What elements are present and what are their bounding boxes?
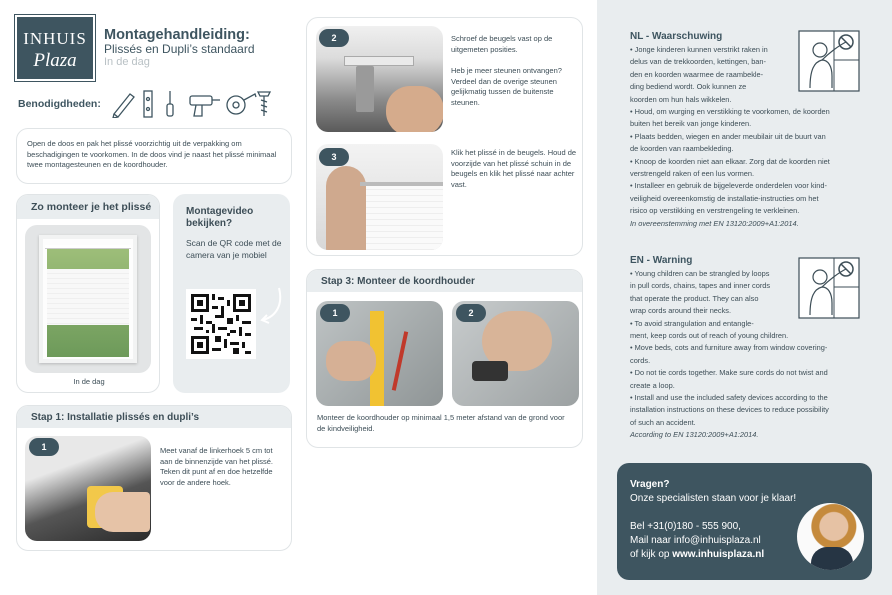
pencil-icon: [113, 94, 134, 118]
en-line: of such an accident.: [630, 417, 696, 427]
step1-title: Stap 1: Installatie plissés en dupli’s: [17, 406, 292, 428]
child-cord-warning-icon: [798, 30, 860, 92]
contact-card: [617, 463, 872, 580]
logo-word-plaza: Plaza: [33, 50, 77, 71]
video-text: Scan de QR code met de camera van je mobiel: [186, 238, 282, 260]
nl-line: • Houd, om wurging en verstikking te voorkomen, de koorden: [630, 107, 830, 117]
nl-norm: In overeenstemming met EN 13120:2009+A1:2014.: [630, 218, 799, 228]
video-title: Montagevideo bekijken?: [186, 206, 254, 229]
step2-text2: Heb je meer steunen ontvangen? Verdeel dan de overige steunen gelijkmatig tussen de buitenste steunen.: [451, 66, 562, 107]
page-subtitle: Plissés en Dupli’s standaard: [104, 42, 255, 56]
screw-icon: [258, 92, 270, 116]
step1-text: Meet vanaf de linkerhoek 5 cm tot aan de binnenzijde van het plissé. Teken dit punt af en doe hetzelfde voor de andere hoek.: [160, 446, 273, 487]
qr-code[interactable]: [186, 289, 256, 359]
en-line: • Do not tie cords together. Make sure cords do not twist and: [630, 368, 828, 378]
tape-measure-icon: [227, 94, 256, 114]
en-warning-title: EN - Warning: [630, 255, 693, 266]
step3-text: Klik het plissé in de beugels. Houd de voorzijde van het plissé schuin in de beugels en klik het plissé naar achter vast.: [451, 148, 577, 189]
contact-web-link[interactable]: www.inhuisplaza.nl: [672, 549, 765, 560]
how-to-title: Zo monteer je het plissé: [17, 195, 160, 219]
qr-code-icon: [191, 294, 251, 354]
nl-line: den en koorden waarmee de raambekle-: [630, 69, 764, 79]
en-norm: According to EN 13120:2009+A1:2014.: [630, 430, 759, 440]
nl-line: • Jonge kinderen kunnen verstrikt raken in: [630, 45, 768, 54]
en-line: wrap cords around their necks.: [630, 306, 732, 316]
curved-arrow-icon: [257, 286, 287, 326]
cord-badge-1: 1: [320, 304, 350, 322]
cord-card: [306, 269, 583, 448]
en-line: that operate the product. They can also: [630, 293, 759, 303]
contact-title: Vragen?: [630, 479, 670, 490]
contact-web-line: [630, 549, 764, 560]
nl-line: • Knoop de koorden niet aan elkaar. Zorg dat de koorden niet: [630, 156, 830, 166]
en-line: cords.: [630, 355, 651, 365]
nl-line: • Installeer en gebruik de bijgeleverde onderdelen voor kind-: [630, 181, 827, 191]
step2-text1: Schroef de beugels vast op de uitgemeten posities.: [451, 34, 553, 54]
en-line: • Young children can be strangled by loops: [630, 269, 770, 278]
en-line: installation instructions on these devices to reduce possibility: [630, 405, 829, 415]
how-to-card: [16, 194, 160, 393]
steps-card: [306, 17, 583, 256]
screwdriver-icon: [167, 91, 173, 116]
en-line: • Move beds, cots and furniture away from window covering-: [630, 343, 828, 353]
nl-line: veiligheid overeenkomstig de installatie-instructies om het: [630, 193, 819, 203]
step3-badge: 3: [319, 148, 349, 166]
contact-subtitle: Onze specialisten staan voor je klaar!: [630, 493, 797, 504]
intro-text: Open de doos en pak het plissé voorzichtig uit de verpakking om beschadigingen te voorkomen. In de doos vind je naast het plissé minimaal twee montagesteunen en de koordhouder.: [27, 139, 277, 169]
en-line: ment, keep cords out of reach of young children.: [630, 331, 789, 341]
contact-mail[interactable]: Mail naar info@inhuisplaza.nl: [630, 535, 761, 546]
tools-label: Benodigdheden:: [18, 98, 101, 110]
nl-line: buiten het bereik van jonge kinderen.: [630, 119, 752, 129]
nl-line: koorden om hun hals wikkelen.: [630, 94, 732, 104]
nl-line: verstrengeld raken of een lus vormen.: [630, 169, 755, 179]
specialist-avatar: [797, 503, 864, 570]
logo-word-inhuis: INHUIS: [23, 29, 87, 48]
en-line: • Install and use the included safety devices according to the: [630, 393, 828, 403]
nl-warning-title: NL - Waarschuwing: [630, 31, 723, 42]
drill-icon: [190, 96, 220, 116]
tools-icons: [110, 88, 275, 118]
cord-badge-2: 2: [456, 304, 486, 322]
pleated-blind: [47, 269, 129, 325]
nl-line: de koorden van raambekleding.: [630, 144, 734, 154]
intro-card: [16, 128, 292, 184]
window-illustration: [25, 225, 151, 373]
nl-line: risico op verstikking en verstrengeling te verkleinen.: [630, 206, 800, 216]
how-to-caption: In de dag: [73, 377, 105, 386]
cord-title: Stap 3: Monteer de koordhouder: [307, 270, 583, 292]
step2-badge: 2: [319, 29, 349, 47]
nl-line: delus van de trekkoorden, kettingen, ban-: [630, 57, 766, 67]
step1-badge: 1: [29, 438, 59, 456]
en-line: in pull cords, chains, tapes and inner cords: [630, 281, 771, 291]
cord-text: Monteer de koordhouder op minimaal 1,5 meter afstand van de grond voor de kindveiligheid.: [317, 413, 565, 433]
contact-phone[interactable]: Bel +31(0)180 - 555 900,: [630, 521, 741, 532]
step1-card: [16, 405, 292, 551]
en-line: create a loop.: [630, 380, 675, 390]
en-line: • To avoid strangulation and entangle-: [630, 318, 754, 328]
page-title: Montagehandleiding:: [104, 27, 250, 43]
video-card: [173, 194, 290, 393]
nl-line: ding bediend wordt. Ook kunnen ze: [630, 82, 747, 92]
child-cord-warning-icon: [798, 257, 860, 319]
spirit-level-icon: [144, 91, 152, 117]
contact-web-prefix: of kijk op: [630, 549, 673, 560]
brand-logo: [15, 15, 95, 81]
page-variant: In de dag: [104, 56, 150, 68]
nl-line: • Plaats bedden, wiegen en ander meubilair uit de buurt van: [630, 131, 826, 141]
